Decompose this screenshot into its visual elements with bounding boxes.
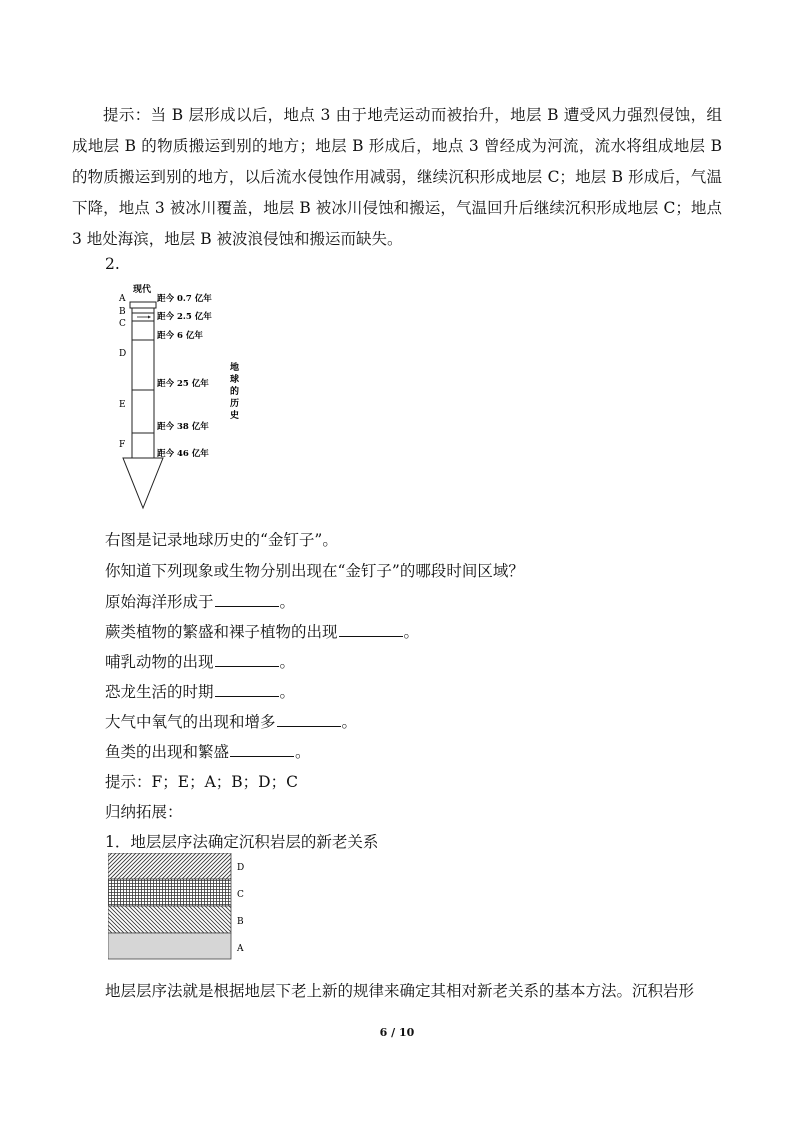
question-6: 鱼类的出现和繁盛 。 xyxy=(105,743,311,761)
golden-nail-diagram xyxy=(110,280,250,512)
intro-line-1: 右图是记录地球历史的“金钉子”。 xyxy=(105,531,338,549)
item-number: 2. xyxy=(105,255,120,273)
answer-hint: 提示：F；E；A；B；D；C xyxy=(105,773,298,791)
stratum-label-d: D xyxy=(237,863,245,873)
segment-label-a: A xyxy=(119,294,126,304)
question-1: 原始海洋形成于 。 xyxy=(105,593,296,611)
nail-head xyxy=(130,302,156,308)
segment-label-c: C xyxy=(119,319,126,329)
segment-label-d: D xyxy=(119,349,127,359)
answer-blank[interactable] xyxy=(215,682,279,697)
side-title-char: 地 xyxy=(230,363,240,373)
question-5: 大气中氧气的出现和增多 。 xyxy=(105,713,358,731)
answer-blank[interactable] xyxy=(339,622,403,637)
side-title-char: 历 xyxy=(230,399,240,409)
summary-heading: 归纳拓展： xyxy=(105,803,183,821)
time-label: 距今 6 亿年 xyxy=(157,331,203,341)
segment-label-f: F xyxy=(119,440,126,450)
stratum-c xyxy=(108,879,231,906)
nail-tip xyxy=(123,458,163,508)
hint-paragraph: 提示：当 B 层形成以后，地点 3 由于地壳运动而被抬升，地层 B 遭受风力强烈侵蚀，组成地层 B 的物质搬运到别的地方；地层 B 形成后，地点 3 曾经成为河流，流水将组成地层 B 的物质搬运到别的地方，以后流水侵蚀作用减弱，继续沉积形成地层 C；地层 B 形成后，气温下降，地点 3 被冰川覆盖，地层 B 被冰川侵蚀和搬运，气温回升后继续沉积形成地层 C；地点 3 地处海滨，地层 B 被波浪侵蚀和搬运而缺失。 xyxy=(72,106,722,248)
stratum-a xyxy=(108,933,231,959)
answer-blank[interactable] xyxy=(277,712,341,727)
intro-line-2: 你知道下列现象或生物分别出现在“金钉子”的哪段时间区域？ xyxy=(105,562,524,580)
stratum-label-a: A xyxy=(237,944,244,954)
nail-top-label: 现代 xyxy=(133,285,152,295)
answer-blank[interactable] xyxy=(215,652,279,667)
method-heading: 1．地层层序法确定沉积岩层的新老关系 xyxy=(105,833,379,851)
time-label: 距今 46 亿年 xyxy=(157,449,209,459)
side-title-char: 的 xyxy=(230,387,240,397)
stratum-label-b: B xyxy=(237,917,244,927)
time-label: 距今 0.7 亿年 xyxy=(157,294,212,304)
page-number: 6 / 10 xyxy=(379,1026,415,1039)
answer-blank[interactable] xyxy=(230,742,294,757)
side-title-char: 球 xyxy=(230,375,240,385)
segment-label-e: E xyxy=(119,400,126,410)
stratum-b xyxy=(108,906,231,933)
question-2: 蕨类植物的繁盛和裸子植物的出现 。 xyxy=(105,623,420,641)
time-label: 距今 38 亿年 xyxy=(157,422,209,432)
question-3: 哺乳动物的出现 。 xyxy=(105,653,296,671)
question-4: 恐龙生活的时期 。 xyxy=(105,683,296,701)
side-title-char: 史 xyxy=(230,411,240,421)
nail-shaft xyxy=(132,308,154,458)
segment-label-b: B xyxy=(119,307,126,317)
stratum-d xyxy=(108,853,231,879)
strata-diagram xyxy=(108,853,258,963)
closing-text: 地层层序法就是根据地层下老上新的规律来确定其相对新老关系的基本方法。沉积岩形 xyxy=(105,982,695,1000)
time-label: 距今 25 亿年 xyxy=(157,379,209,389)
stratum-label-c: C xyxy=(237,890,244,900)
time-label: 距今 2.5 亿年 xyxy=(157,312,212,322)
answer-blank[interactable] xyxy=(215,592,279,607)
